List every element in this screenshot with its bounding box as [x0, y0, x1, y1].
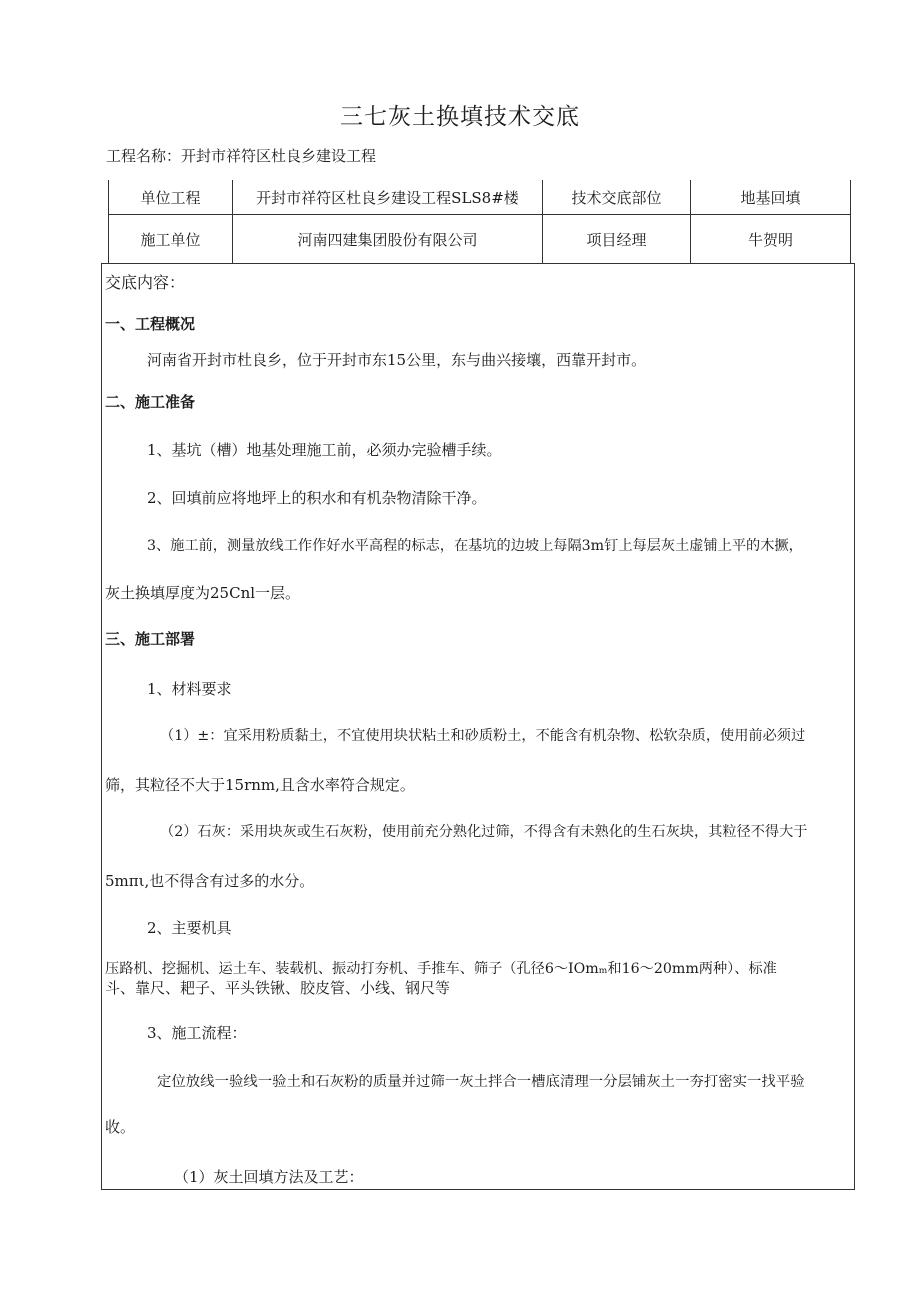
content-heading: 交底内容： — [105, 273, 186, 292]
cell-contractor-label: 施工单位 — [109, 215, 233, 264]
section-2-title: 二、施工准备 — [105, 393, 196, 411]
section-3-3-flow-line-2: 收。 — [105, 1118, 136, 1136]
section-2-item-3-line-1: 3、施工前，测量放线工作作好水平高程的标志，在基坑的边坡上每隔3m钉上每层灰土虚铺上平的木撅， — [147, 538, 803, 554]
section-3-1-2-line-2: 5mπι,也不得含有过多的水分。 — [105, 872, 315, 890]
section-2-item-3-line-2: 灰土换填厚度为25Cnl一层。 — [105, 584, 301, 602]
section-3-item-3: 3、施工流程： — [147, 1024, 247, 1042]
section-3-item-1: 1、材料要求 — [147, 680, 232, 698]
section-3-1-1-line-2: 筛，其粒径不大于15rnm,且含水率符合规定。 — [105, 776, 415, 794]
cell-manager-label: 项目经理 — [543, 215, 691, 264]
section-2-item-1: 1、基坑（槽）地基处理施工前，必须办完验槽手续。 — [147, 441, 502, 459]
section-3-3-flow-line-1: 定位放线一验线一验土和石灰粉的质量并过筛一灰土拌合一槽底清理一分层铺灰土一夯打密实一找平验 — [157, 1074, 805, 1090]
section-2-item-2: 2、回填前应将地坪上的积水和有机杂物清除干净。 — [147, 489, 487, 507]
cell-contractor-value: 河南四建集团股份有限公司 — [233, 215, 543, 264]
table-row — [109, 215, 851, 264]
cell-unit-project-label: 单位工程 — [109, 180, 233, 215]
cell-manager-value: 牛贺明 — [691, 215, 851, 264]
section-3-1-1-line-1: （1）±：宜采用粉质黏土，不宜使用块状粘土和砂质粉土，不能含有机杂物、松软杂质，使用前必须过 — [160, 728, 806, 744]
section-1-paragraph: 河南省开封市杜良乡，位于开封市东15公里，东与曲兴接壤，西靠开封市。 — [147, 351, 647, 369]
cell-unit-project-value: 开封市祥符区杜良乡建设工程SLS8#楼 — [233, 180, 543, 215]
section-3-item-2: 2、主要机具 — [147, 919, 232, 937]
section-3-2-line-2: 斗、靠尺、耙子、平头铁锹、胶皮管、小线、钢尺等 — [105, 979, 451, 997]
project-name-line — [106, 145, 376, 166]
cell-briefing-part-label: 技术交底部位 — [543, 180, 691, 215]
document-title: 三七灰土换填技术交底 — [340, 104, 580, 130]
project-name-value: 开封市祥符区杜良乡建设工程 — [181, 147, 377, 165]
table-row — [109, 180, 851, 215]
content-box — [101, 263, 855, 1190]
project-name-label: 工程名称： — [106, 147, 182, 165]
section-3-title: 三、施工部署 — [105, 630, 196, 648]
section-3-3-1: （1）灰土回填方法及工艺： — [174, 1168, 364, 1186]
section-3-2-line-1: 压路机、挖掘机、运土车、装载机、振动打夯机、手推车、筛子（孔径6～IOmₘ和16～20mm两种）、标准 — [105, 961, 777, 977]
section-1-title: 一、工程概况 — [105, 315, 196, 333]
cell-briefing-part-value: 地基回填 — [691, 180, 851, 215]
section-3-1-2-line-1: （2）石灰：采用块灰或生石灰粉，使用前充分熟化过筛，不得含有未熟化的生石灰块，其粒径不得大于 — [160, 824, 808, 840]
info-table — [108, 180, 851, 264]
